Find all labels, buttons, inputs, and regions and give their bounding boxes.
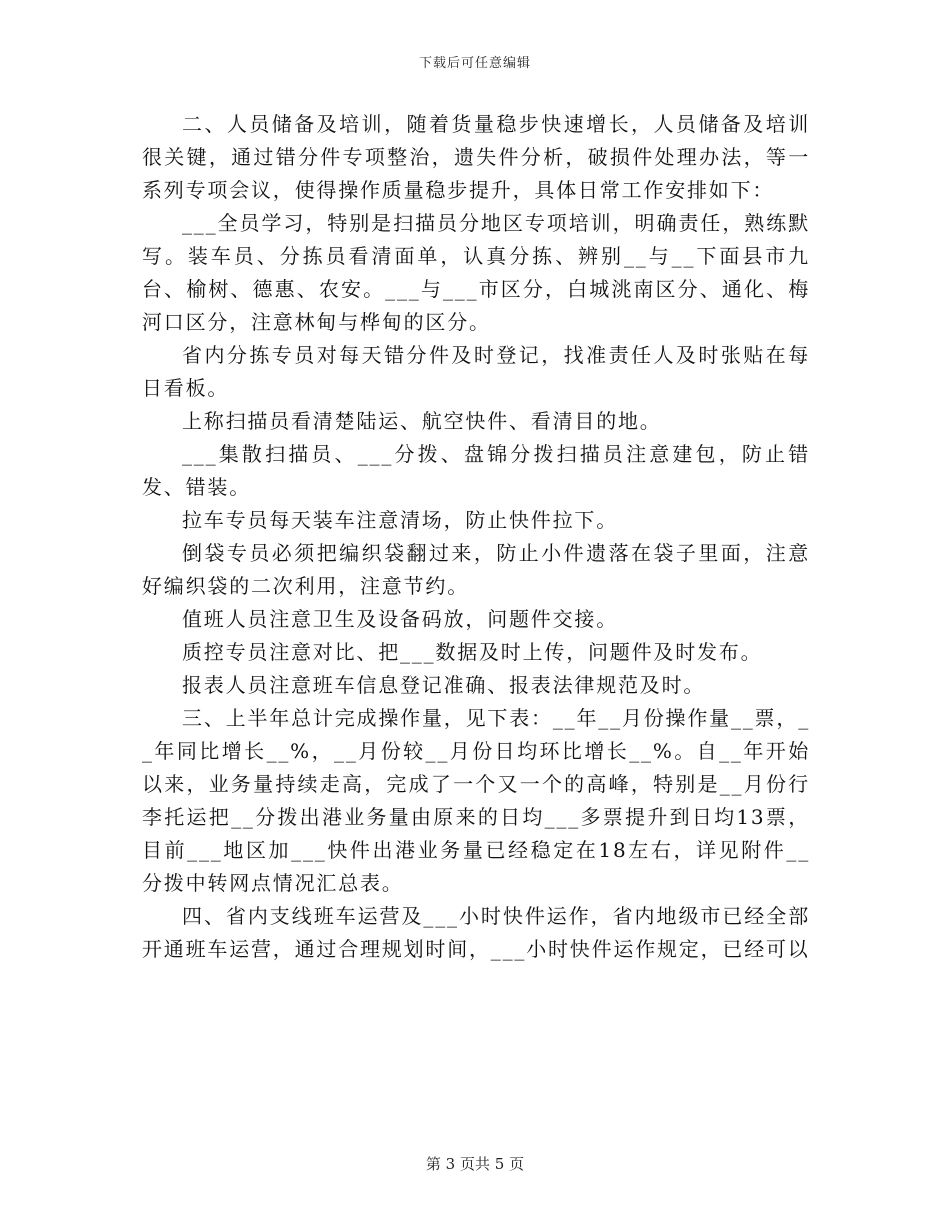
page-header: 下载后可任意编辑 <box>418 56 531 71</box>
paragraph-staff-study: ___全员学习，特别是扫描员分地区专项培训，明确责任，熟练默写。装车员、分拣员看清面单，认真分拣、辨别__与__下面县市九台、榆树、德惠、农安。___与___市区分，白城洮南区分、通化、梅河口区分，注意林甸与桦甸的区分。 <box>142 211 810 334</box>
paragraph-branch-line-bus: 四、省内支线班车运营及___小时快件运作，省内地级市已经全部开通班车运营，通过合理规划时间，___小时快件运作规定，已经可以 <box>142 904 810 961</box>
paragraph-sorting-specialist: 省内分拣专员对每天错分件及时登记，找准责任人及时张贴在每日看板。 <box>142 343 810 400</box>
paragraph-hub-scanner: ___集散扫描员、___分拨、盘锦分拨扫描员注意建包，防止错发、错装。 <box>142 442 810 499</box>
paragraph-quality-control: 质控专员注意对比、把___数据及时上传，问题件及时发布。 <box>182 640 763 664</box>
paragraph-weighing-scanner: 上称扫描员看清楚陆运、航空快件、看清目的地。 <box>182 409 662 433</box>
paragraph-operation-volume: 三、上半年总计完成操作量，见下表：__年__月份操作量__票，__年同比增长__%，__月份较__月份日均环比增长__%。自__年开始以来，业务量持续走高，完成了一个又一个的高峰，特别是__月份行李托运把__分拨出港业务量由原来的日均___多票提升到日均13票，目前___地区加___快件出港业务量已经稳定在18左右，详见附件__分拨中转网点情况汇总表。 <box>142 706 810 895</box>
paragraph-cart-specialist: 拉车专员每天装车注意清场，防止快件拉下。 <box>182 508 618 532</box>
page-number: 第 3 页共 5 页 <box>425 1155 525 1173</box>
document-body <box>142 108 810 966</box>
paragraph-personnel-training: 二、人员储备及培训，随着货量稳步快速增长，人员储备及培训很关键，通过错分件专项整治，遗失件分析，破损件处理办法，等一系列专项会议，使得操作质量稳步提升，具体日常工作安排如下： <box>142 112 810 202</box>
paragraph-duty-staff: 值班人员注意卫生及设备码放，问题件交接。 <box>182 607 618 631</box>
paragraph-report-staff: 报表人员注意班车信息登记准确、报表法律规范及时。 <box>182 673 706 697</box>
paragraph-bag-specialist: 倒袋专员必须把编织袋翻过来，防止小件遗落在袋子里面，注意好编织袋的二次利用，注意节约。 <box>142 541 810 598</box>
